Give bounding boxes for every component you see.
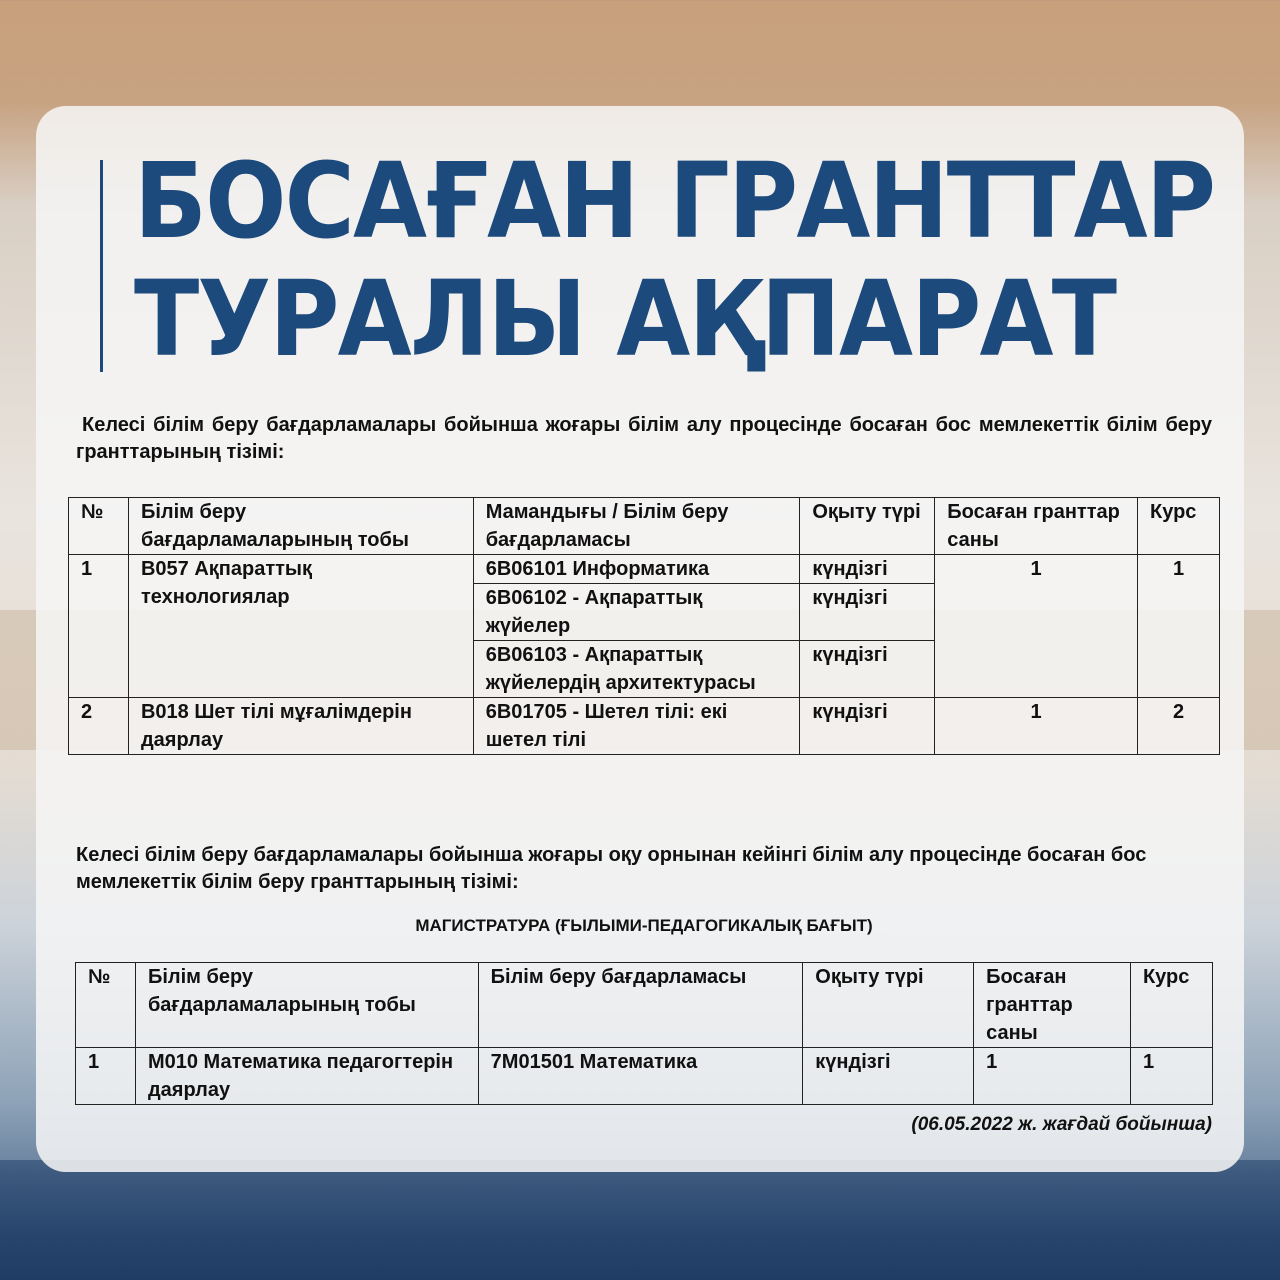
row-number: 1 bbox=[69, 555, 129, 698]
page-title bbox=[134, 142, 1214, 378]
table-header-row bbox=[69, 498, 1220, 555]
study-form: күндізгі bbox=[803, 1048, 974, 1105]
title-line-1: БОСАҒАН ГРАНТТАР bbox=[134, 140, 1215, 262]
footnote-date: (06.05.2022 ж. жағдай бойынша) bbox=[911, 1114, 1212, 1135]
header-course: Курс bbox=[1130, 963, 1212, 1048]
header-number: № bbox=[69, 498, 129, 555]
course: 1 bbox=[1130, 1048, 1212, 1105]
table-header-row bbox=[76, 963, 1213, 1048]
header-study-form: Оқыту түрі bbox=[800, 498, 935, 555]
grants-count: 1 bbox=[935, 555, 1138, 698]
master-heading: МАГИСТРАТУРА (ҒЫЛЫМИ-ПЕДАГОГИКАЛЫҚ БАҒЫТ) bbox=[415, 916, 873, 935]
header-study-form: Оқыту түрі bbox=[803, 963, 974, 1048]
study-form: күндізгі bbox=[800, 698, 935, 755]
header-group: Білім беру бағдарламаларының тобы bbox=[135, 963, 478, 1048]
header-course: Курс bbox=[1138, 498, 1220, 555]
program-name: 6В06102 - Ақпараттық жүйелер bbox=[473, 584, 800, 641]
table-row bbox=[69, 698, 1220, 755]
intro-bachelor: Келесі білім беру бағдарламалары бойынша жоғары білім алу процесінде босаған бос мемлекеттік білім беру гранттарының тізімі: bbox=[76, 414, 1212, 463]
title-accent-bar bbox=[100, 160, 103, 372]
header-program: Мамандығы / Білім беру бағдарламасы bbox=[473, 498, 800, 555]
program-name: 6В01705 - Шетел тілі: екі шетел тілі bbox=[473, 698, 800, 755]
header-group: Білім беру бағдарламаларының тобы bbox=[128, 498, 473, 555]
program-group: В057 Ақпараттық технологиялар bbox=[128, 555, 473, 698]
header-grants: Босаған гранттар саны bbox=[974, 963, 1131, 1048]
row-number: 1 bbox=[76, 1048, 136, 1105]
header-grants: Босаған гранттар саны bbox=[935, 498, 1138, 555]
program-name: 6В06103 - Ақпараттық жүйелердің архитектурасы bbox=[473, 641, 800, 698]
bachelor-grants-table bbox=[68, 497, 1220, 755]
row-number: 2 bbox=[69, 698, 129, 755]
table-row bbox=[69, 555, 1220, 584]
program-group: В018 Шет тілі мұғалімдерін даярлау bbox=[128, 698, 473, 755]
program-name: 6В06101 Информатика bbox=[473, 555, 800, 584]
table-row bbox=[76, 1048, 1213, 1105]
study-form: күндізгі bbox=[800, 555, 935, 584]
header-number: № bbox=[76, 963, 136, 1048]
background-bottom-band bbox=[0, 1160, 1280, 1280]
program-group: М010 Математика педагогтерін даярлау bbox=[135, 1048, 478, 1105]
grants-count: 1 bbox=[974, 1048, 1131, 1105]
header-program: Білім беру бағдарламасы bbox=[478, 963, 803, 1048]
title-line-2: ТУРАЛЫ АҚПАРАТ bbox=[134, 258, 1116, 380]
program-name: 7М01501 Математика bbox=[478, 1048, 803, 1105]
course: 1 bbox=[1138, 555, 1220, 698]
grants-count: 1 bbox=[935, 698, 1138, 755]
study-form: күндізгі bbox=[800, 641, 935, 698]
course: 2 bbox=[1138, 698, 1220, 755]
master-grants-table bbox=[75, 962, 1213, 1105]
intro-master: Келесі білім беру бағдарламалары бойынша жоғары оқу орнынан кейінгі білім алу процесінде босаған бос мемлекеттік білім беру гранттарының тізімі: bbox=[76, 844, 1147, 893]
study-form: күндізгі bbox=[800, 584, 935, 641]
